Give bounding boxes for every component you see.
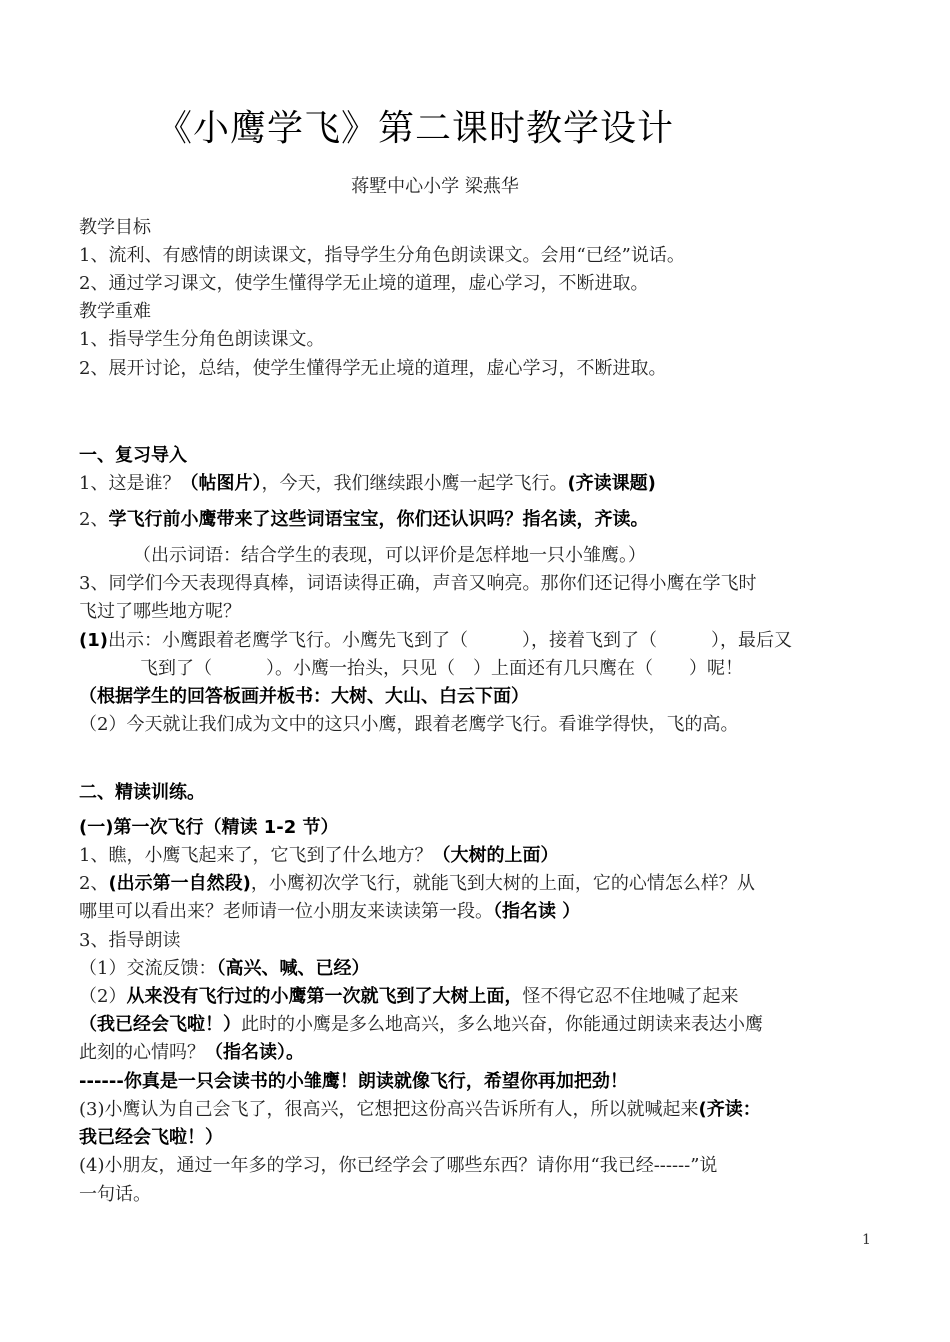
section2-line-2: 2、(出示第一自然段)，小鹰初次学飞行，就能飞到大树的上面，它的心情怎么样？从: [79, 873, 755, 894]
section2-line-1: 1、瞧，小鹰飞起来了，它飞到了什么地方？（大树的上面）: [79, 845, 559, 866]
section1-line-2: 2、学飞行前小鹰带来了这些词语宝宝，你们还认识吗？指名读，齐读。: [79, 509, 649, 530]
section2-line-6: （2）从来没有飞行过的小鹰第一次就飞到了大树上面，怪不得它忍不住地喊了起来: [79, 986, 739, 1007]
section1-line-3: （出示词语：结合学生的表现，可以评价是怎样地一只小雏鹰。）: [133, 545, 646, 566]
section2-line-13: 一句话。: [79, 1184, 151, 1205]
section1-line-4a: 3、同学们今天表现得真棒，词语读得正确，声音又响亮。那你们还记得小鹰在学飞时: [79, 573, 757, 594]
key-point-item-2: 2、展开讨论，总结，使学生懂得学无止境的道理，虚心学习，不断进取。: [79, 358, 667, 379]
document-title: 《小鹰学飞》第二课时教学设计: [155, 108, 674, 149]
section2-subheading-1: (一)第一次飞行（精读 1-2 节）: [79, 817, 339, 838]
key-points-heading: 教学重难: [79, 301, 151, 322]
section1-line-8: （2）今天就让我们成为文中的这只小鹰，跟着老鹰学飞行。看谁学得快，飞的高。: [79, 714, 739, 735]
section1-line-4b: 飞过了哪些地方呢？: [79, 601, 241, 622]
section1-line-5: (1)出示：小鹰跟着老鹰学飞行。小鹰先飞到了（ ），接着飞到了（ ），最后又: [79, 630, 792, 651]
section2-line-11: 我已经会飞啦！）: [79, 1127, 223, 1148]
section1-line-1: 1、这是谁？（帖图片），今天，我们继续跟小鹰一起学飞行。(齐读课题): [79, 473, 656, 494]
section1-heading: 一、复习导入: [79, 445, 187, 466]
section2-line-7: （我已经会飞啦！）此时的小鹰是多么地高兴，多么地兴奋，你能通过朗读来表达小鹰: [79, 1014, 763, 1035]
section2-line-12: (4)小朋友，通过一年多的学习，你已经学会了哪些东西？请你用“我已经------”说: [79, 1155, 718, 1176]
objective-item-2: 2、通过学习课文，使学生懂得学无止境的道理，虚心学习，不断进取。: [79, 273, 649, 294]
section2-line-8: 此刻的心情吗？（指名读）。: [79, 1042, 304, 1063]
section2-line-10: (3)小鹰认为自己会飞了，很高兴，它想把这份高兴告诉所有人，所以就喊起来(齐读：: [79, 1099, 761, 1120]
section1-line-7: （根据学生的回答板画并板书：大树、大山、白云下面）: [79, 686, 529, 707]
section1-line-6: 飞到了（ ）。小鹰一抬头，只见（ ）上面还有几只鹰在（ ）呢！: [140, 658, 743, 679]
section2-line-5: （1）交流反馈：（高兴、喊、已经）: [79, 958, 370, 979]
section2-line-9: ------你真是一只会读书的小雏鹰！朗读就像飞行，希望你再加把劲！: [79, 1071, 628, 1092]
key-point-item-1: 1、指导学生分角色朗读课文。: [79, 329, 325, 350]
page-number: 1: [862, 1232, 871, 1248]
author-line: 蒋墅中心小学 梁燕华: [351, 176, 519, 197]
section2-heading: 二、精读训练。: [79, 782, 205, 803]
objectives-heading: 教学目标: [79, 217, 151, 238]
section2-line-4: 3、指导朗读: [79, 930, 181, 951]
section2-line-3: 哪里可以看出来？老师请一位小朋友来读读第一段。（指名读 ）: [79, 901, 581, 922]
objective-item-1: 1、流利、有感情的朗读课文，指导学生分角色朗读课文。会用“已经”说话。: [79, 245, 685, 266]
